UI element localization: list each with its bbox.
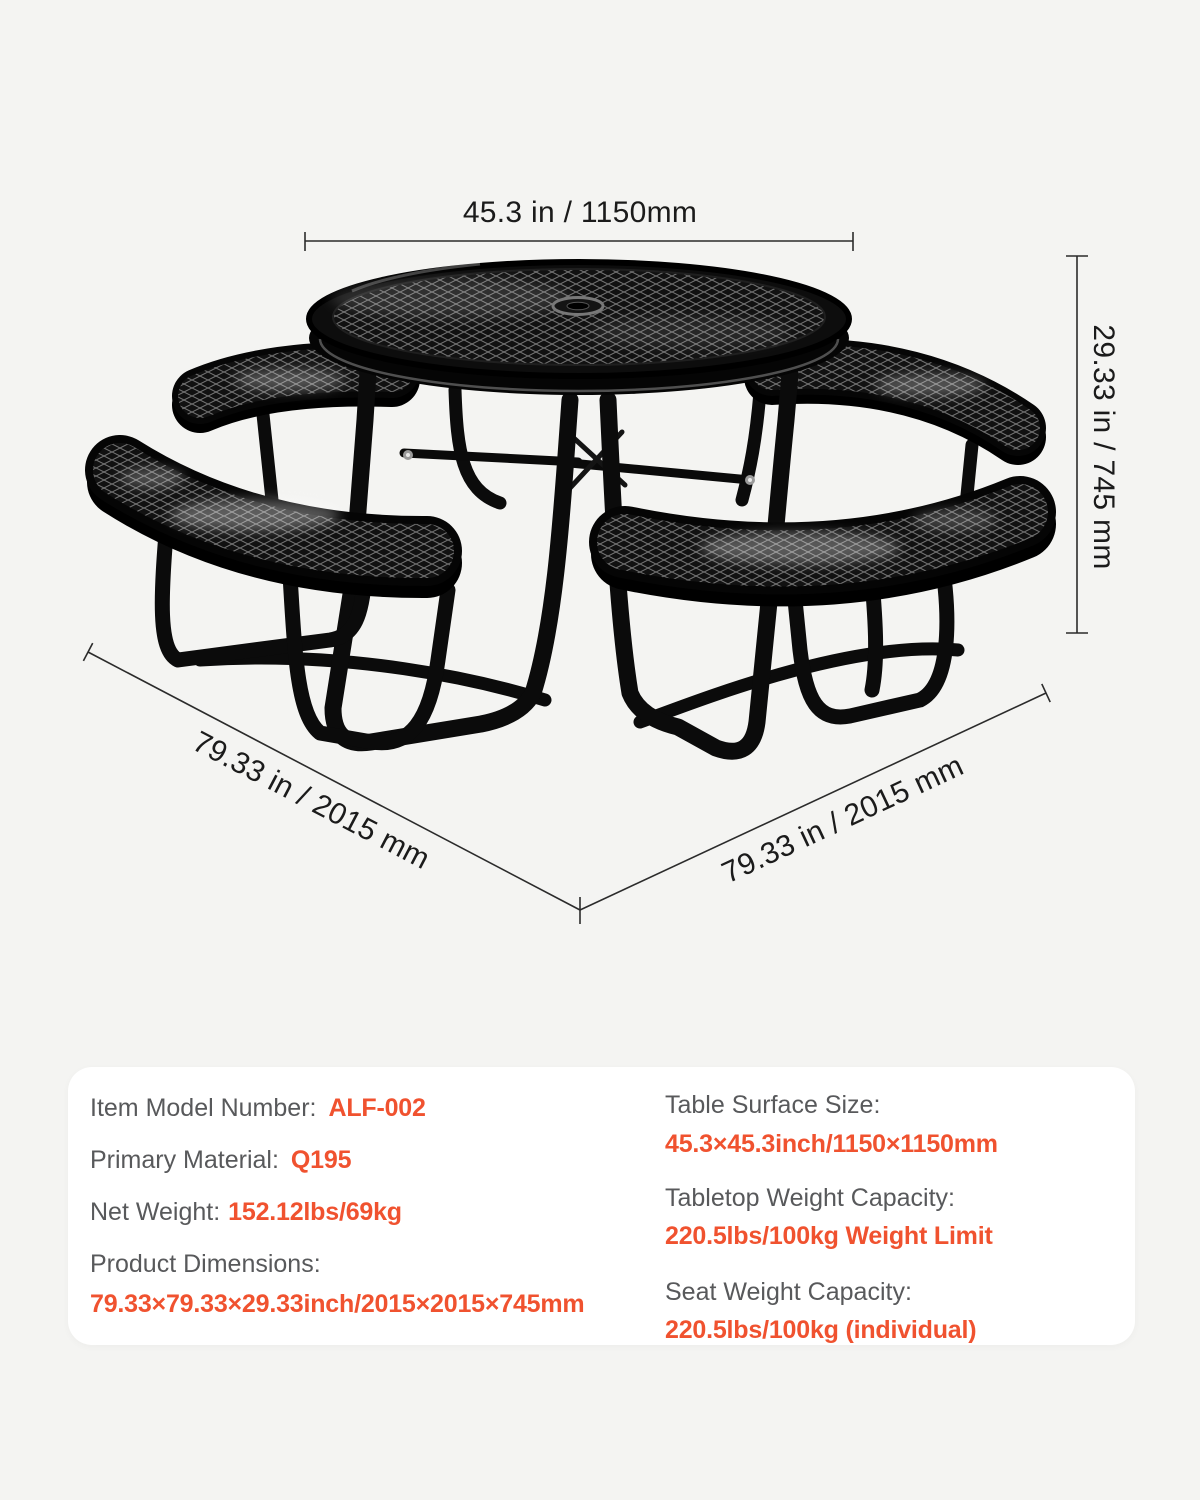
spec-label: Table Surface Size: — [665, 1091, 881, 1119]
dimension-line-height — [1066, 256, 1088, 633]
spec-item-model-number — [90, 1093, 426, 1123]
bench-front-left — [120, 468, 448, 743]
spec-label: Net Weight: — [90, 1198, 221, 1226]
spec-product-dimensions-value — [90, 1289, 584, 1319]
dimension-label-depth-right: 79.33 in / 2015 mm — [716, 749, 969, 890]
spec-primary-material — [90, 1145, 351, 1175]
spec-value: 220.5lbs/100kg Weight Limit — [665, 1222, 993, 1250]
bench-front-right — [625, 509, 1020, 717]
spec-label: Product Dimensions: — [90, 1250, 321, 1278]
spec-value: Q195 — [290, 1146, 352, 1174]
tabletop — [309, 262, 849, 395]
spec-value: 220.5lbs/100kg (individual) — [665, 1316, 977, 1344]
spec-seat-weight-capacity-value — [665, 1315, 976, 1345]
spec-value: 79.33×79.33×29.33inch/2015×2015×745mm — [90, 1290, 585, 1318]
dimension-label-depth-left: 79.33 in / 2015 mm — [187, 725, 436, 876]
spec-table-surface-size-label — [665, 1090, 880, 1120]
spec-label: Seat Weight Capacity: — [665, 1278, 912, 1306]
spec-label: Primary Material: — [90, 1146, 279, 1174]
spec-label: Item Model Number: — [90, 1094, 317, 1122]
dimension-label-height: 29.33 in / 745 mm — [1087, 324, 1120, 570]
bench-back-left — [200, 369, 500, 503]
spec-label: Tabletop Weight Capacity: — [665, 1184, 955, 1212]
spec-table-surface-size-value — [665, 1129, 998, 1159]
spec-product-dimensions-label — [90, 1249, 321, 1279]
spec-value: 152.12lbs/69kg — [228, 1198, 402, 1226]
spec-tabletop-weight-capacity-label — [665, 1183, 955, 1213]
umbrella-hole — [553, 298, 603, 315]
spec-seat-weight-capacity-label — [665, 1277, 912, 1307]
dimension-line-width — [305, 232, 853, 251]
dimension-label-width: 45.3 in / 1150mm — [462, 196, 698, 229]
spec-panel — [68, 1067, 1135, 1345]
spec-value: ALF-002 — [328, 1094, 426, 1122]
spec-value: 45.3×45.3inch/1150×1150mm — [665, 1130, 998, 1158]
spec-net-weight — [90, 1197, 402, 1227]
spec-tabletop-weight-capacity-value — [665, 1221, 993, 1251]
